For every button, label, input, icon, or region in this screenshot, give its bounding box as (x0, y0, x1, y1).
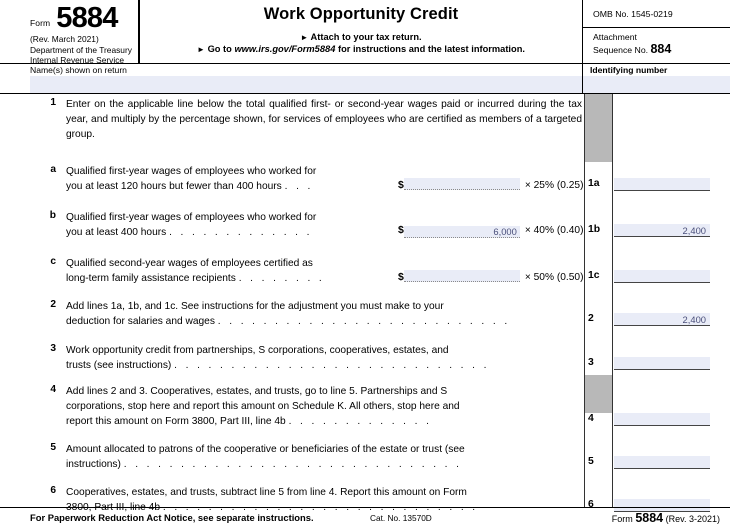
line-4-text-line1: Add lines 2 and 3. Cooperatives, estates, and trusts, go to line 5. Partnerships and S (66, 386, 448, 397)
dollar-sign-icon: $ (398, 179, 404, 191)
taxpayer-identity-row (0, 64, 730, 94)
line-5-text-line2: instructions) (66, 459, 121, 471)
line-1c-text-line1: Qualified second-year wages of employees certified as (66, 258, 313, 269)
attachment-label: Attachment (593, 32, 637, 42)
line-3-text (66, 343, 582, 373)
line-5-text-line1: Amount allocated to patrons of the cooperative or beneficiaries of the estate or trust (see (66, 444, 465, 455)
line-1c-ref: 1c (588, 270, 600, 281)
line-6-leader-dots: . . . . . . . . . . . . . . . . . . . . . . . . . . . . (162, 502, 479, 514)
omb-number: OMB No. 1545-0219 (583, 0, 730, 28)
line-3-amount-input[interactable] (614, 357, 710, 370)
line-1c-text-line2: long-term family assistance recipients (66, 273, 236, 285)
line-5-leader-dots: . . . . . . . . . . . . . . . . . . . . . . . . . . . . . . (123, 459, 462, 471)
line-6-number: 6 (50, 485, 56, 496)
line-5-amount-input[interactable] (614, 456, 710, 469)
goto-prefix: Go to (207, 44, 232, 54)
attach-instruction (140, 32, 582, 42)
paperwork-reduction-notice: For Paperwork Reduction Act Notice, see separate instructions. (30, 512, 314, 523)
line-5-number: 5 (50, 442, 56, 453)
dollar-sign-icon: $ (398, 224, 404, 236)
attach-instruction-text: Attach to your tax return. (310, 32, 422, 42)
line-2-text-line2: deduction for salaries and wages (66, 316, 215, 328)
arrow-icon: ► (197, 45, 205, 54)
page-title: Work Opportunity Credit (263, 5, 459, 23)
footer-form-number: 5884 (635, 511, 664, 525)
line-4-amount-input[interactable] (614, 413, 710, 426)
line-1a-percent-label: × 25% (0.25) (524, 180, 584, 191)
line-5-text (66, 442, 582, 472)
line-1b-percent-label: × 40% (0.40) (524, 225, 584, 236)
shaded-block-line1 (585, 94, 612, 162)
line-1c-wage-input[interactable] (404, 270, 520, 282)
footer-revision: (Rev. 3-2021) (665, 514, 720, 524)
form-title-block (140, 0, 583, 63)
department-line-1: Department of the Treasury (30, 44, 132, 55)
name-caption: Name(s) shown on return (30, 65, 127, 75)
line-1a-wage-input[interactable] (404, 178, 520, 190)
line-4-leader-dots: . . . . . . . . . . . . . (288, 416, 432, 428)
sequence-no-label: Sequence No. (593, 44, 649, 55)
identifying-number-cell (583, 64, 730, 93)
attachment-sequence (583, 28, 730, 56)
line-4-text (66, 384, 582, 430)
irs-url-link[interactable]: www.irs.gov/Form5884 (234, 44, 336, 54)
line-2-number: 2 (50, 299, 56, 310)
line-1b-wage-entry (398, 224, 583, 238)
line-1b-ref: 1b (588, 224, 601, 235)
line-1b-amount-input[interactable]: 2,400 (614, 224, 710, 237)
omb-attachment-block (583, 0, 730, 63)
line-6-text-line1: Cooperatives, estates, and trusts, subtract line 5 from line 4. Report this amount on Form (66, 487, 467, 498)
identifying-number-input[interactable] (583, 76, 730, 93)
line-3-leader-dots: . . . . . . . . . . . . . . . . . . . . . . . . . . . . (174, 360, 490, 372)
line-1a-leader-dots: . . . (284, 181, 314, 193)
name-input[interactable] (30, 76, 582, 93)
line-1b-wage-input[interactable]: 6,000 (404, 226, 520, 238)
line-1b-letter: b (49, 210, 56, 221)
line-2-text (66, 299, 582, 329)
line-3-text-line1: Work opportunity credit from partnerships, S corporations, cooperatives, estates, and (66, 345, 449, 356)
line-1a-text-line1: Qualified first-year wages of employees who worked for (66, 166, 317, 177)
line-2-amount-input[interactable]: 2,400 (614, 313, 710, 326)
line-1a-wage-entry (398, 178, 583, 191)
form-number: 5884 (56, 2, 118, 34)
line-1-number: 1 (50, 97, 56, 108)
form-footer (0, 507, 730, 529)
form-identity-block (0, 0, 140, 63)
line-1c-leader-dots: . . . . . . . . (238, 273, 325, 285)
line-1c-amount-input[interactable] (614, 270, 710, 283)
line-3-ref: 3 (588, 357, 594, 368)
arrow-icon: ► (300, 33, 309, 42)
line-1b-leader-dots: . . . . . . . . . . . . . (169, 227, 313, 239)
line-1b-text-line1: Qualified first-year wages of employees who worked for (66, 212, 317, 223)
form-label: Form (30, 18, 51, 28)
goto-instruction (140, 44, 582, 54)
line-4-text-line2: corporations, stop here and report this amount on Schedule K. All others, stop here and (66, 401, 460, 413)
line-number-column-right-rule (612, 94, 613, 507)
line-1a-amount-input[interactable] (614, 178, 710, 191)
department-line-2: Internal Revenue Service (30, 54, 125, 65)
line-6-ref: 6 (588, 499, 594, 510)
line-1a-letter: a (50, 164, 56, 175)
line-1a-text-line2: you at least 120 hours but fewer than 400 hours (66, 181, 282, 193)
line-5-ref: 5 (588, 456, 594, 467)
shaded-block-line4 (585, 375, 612, 413)
line-3-number: 3 (50, 343, 56, 354)
name-cell (0, 64, 583, 93)
identifying-number-caption: Identifying number (590, 65, 668, 75)
line-1-text: Enter on the applicable line below the total qualified first- or second-year wages paid or incurred during the tax year, and multiply by the percentage shown, for services of employees who are certified as members of a targeted group. (66, 99, 582, 141)
footer-form-label: Form (611, 514, 633, 524)
line-4-ref: 4 (588, 413, 594, 424)
sequence-no-value: 884 (650, 41, 672, 56)
footer-form-identity (612, 511, 720, 525)
form-body (0, 94, 730, 514)
catalog-number: Cat. No. 13570D (370, 513, 432, 523)
line-1a-ref: 1a (588, 178, 600, 189)
goto-suffix: for instructions and the latest information. (337, 44, 525, 54)
line-6-text-line2: 3800, Part III, line 4b (66, 502, 161, 514)
dollar-sign-icon: $ (398, 271, 404, 283)
line-1c-wage-entry (398, 270, 583, 283)
form-revision-date: (Rev. March 2021) (30, 34, 99, 44)
line-number-column-left-rule (584, 94, 585, 507)
line-1b-text-line2: you at least 400 hours (66, 227, 167, 239)
line-4-text-line3: report this amount on Form 3800, Part III, line 4b (66, 416, 286, 428)
form-header (0, 0, 730, 64)
line-3-text-line2: trusts (see instructions) (66, 360, 172, 372)
line-2-text-line1: Add lines 1a, 1b, and 1c. See instructions for the adjustment you must make to your (66, 301, 444, 312)
line-1c-letter: c (50, 256, 56, 267)
line-2-leader-dots: . . . . . . . . . . . . . . . . . . . . . . . . . . (217, 316, 511, 328)
line-1c-percent-label: × 50% (0.50) (524, 272, 584, 283)
line-4-number: 4 (50, 384, 56, 395)
line-2-ref: 2 (588, 313, 594, 324)
